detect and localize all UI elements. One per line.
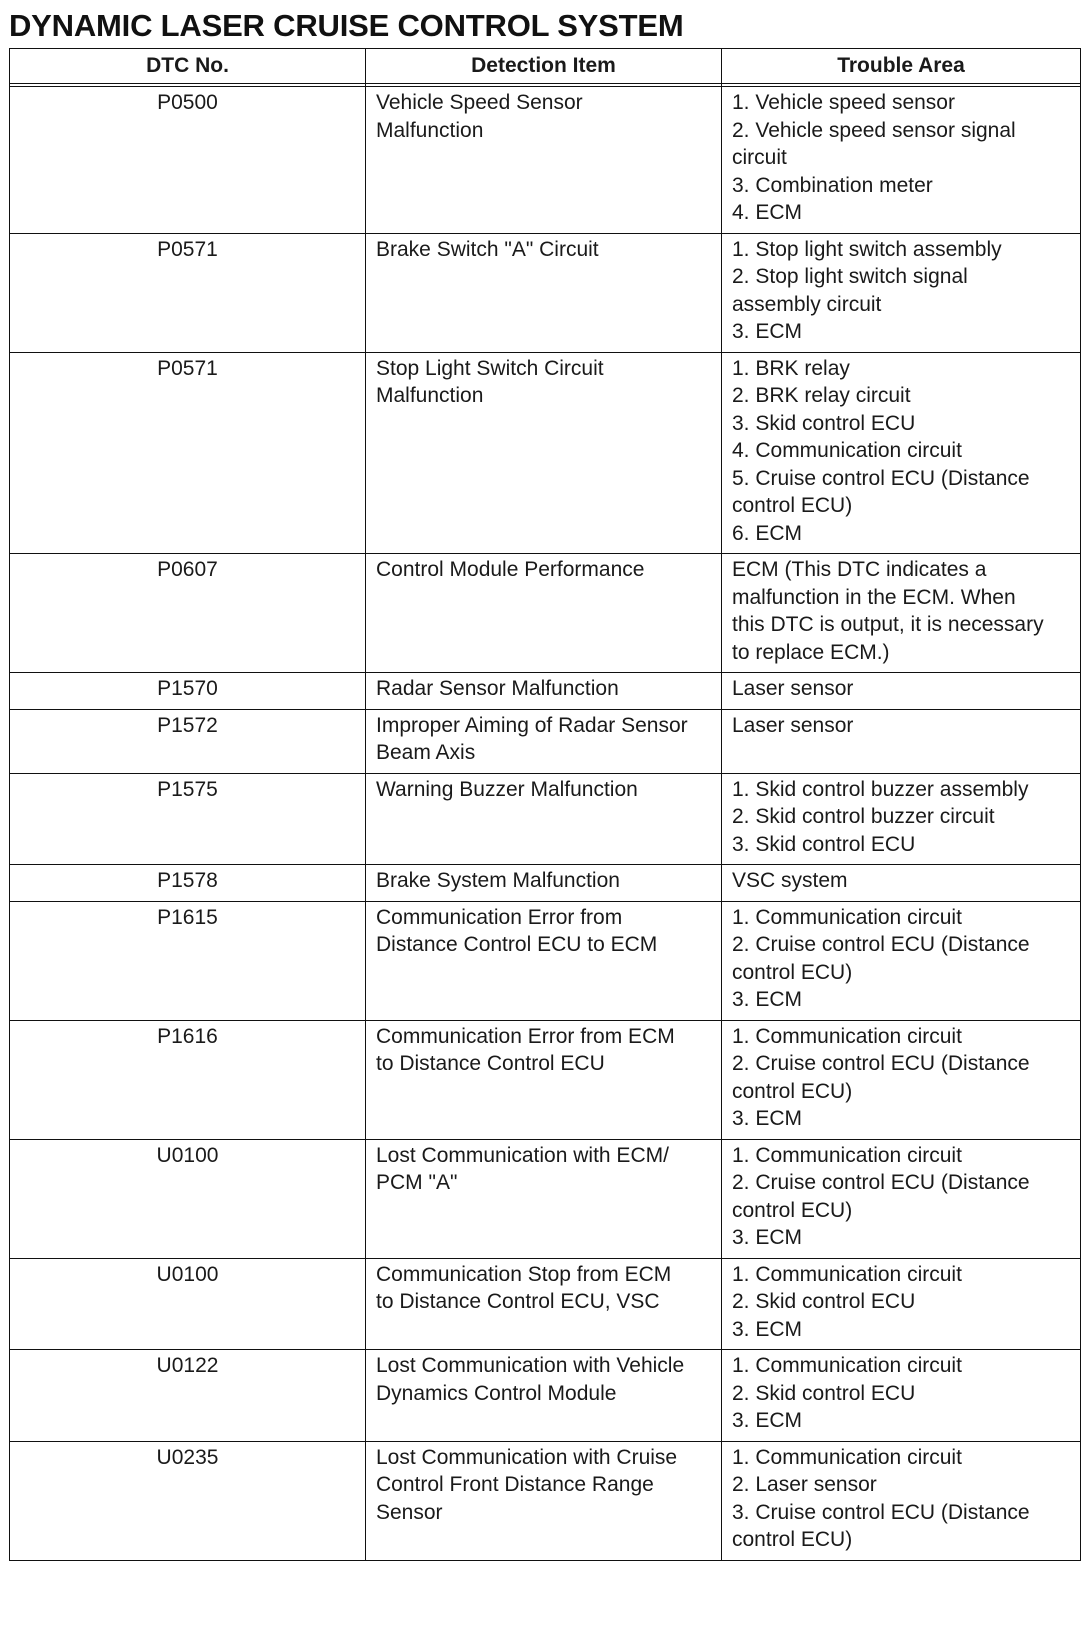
detection-item-line: Brake Switch "A" Circuit [376,237,599,261]
detection-item [366,233,722,352]
detection-item [366,554,722,673]
dtc-code: P0571 [10,233,366,352]
trouble-area-line: control ECU) [732,960,853,984]
detection-item-line: Dynamics Control Module [376,1381,617,1405]
trouble-area-line: 2. Cruise control ECU (Distance [732,933,1030,956]
dtc-code: U0100 [10,1258,366,1350]
table-row [10,352,1081,554]
dtc-code: P1578 [10,865,366,902]
dtc-code: P1616 [10,1020,366,1139]
dtc-code: U0235 [10,1441,366,1560]
trouble-area-line: Laser sensor [732,713,854,737]
dtc-code: P1570 [10,673,366,710]
trouble-area-line: VSC system [732,869,848,892]
trouble-area-line: 4. ECM [732,201,803,224]
trouble-area-line: 3. ECM [732,1226,803,1249]
detection-item [366,865,722,902]
trouble-area-line: 1. Communication circuit [732,1262,962,1286]
trouble-area-line: 1. Communication circuit [732,1354,962,1377]
trouble-area-line: Laser sensor [732,677,854,700]
trouble-area [722,865,1081,902]
dtc-code: U0100 [10,1139,366,1258]
trouble-area-line: this DTC is output, it is necessary [732,613,1044,636]
trouble-area-line: 1. Stop light switch assembly [732,237,1002,261]
trouble-area-line: 3. ECM [732,1409,803,1432]
trouble-area [722,901,1081,1020]
detection-item-line: Radar Sensor Malfunction [376,677,619,700]
table-row [10,1258,1081,1350]
trouble-area [722,1258,1081,1350]
detection-item [366,1020,722,1139]
trouble-area-line: control ECU) [732,1528,853,1551]
table-row [10,233,1081,352]
detection-item [366,709,722,773]
trouble-area-line: assembly circuit [732,292,882,316]
detection-item [366,673,722,710]
detection-item [366,1139,722,1258]
dtc-code: P1575 [10,773,366,865]
detection-item-line: Malfunction [376,118,484,142]
table-row [10,1020,1081,1139]
trouble-area-line: to replace ECM.) [732,640,890,664]
trouble-area-line: ECM (This DTC indicates a [732,558,987,581]
trouble-area [722,233,1081,352]
trouble-area-line: 1. Communication circuit [732,1445,962,1469]
detection-item-line: Control Module Performance [376,558,645,581]
detection-item-line: Lost Communication with Vehicle [376,1354,685,1377]
detection-item [366,773,722,865]
trouble-area-line: control ECU) [732,1079,853,1103]
trouble-area-line: 2. Skid control ECU [732,1381,916,1405]
trouble-area-line: circuit [732,146,787,169]
detection-item-line: Communication Stop from ECM [376,1262,672,1286]
trouble-area-line: 4. Communication circuit [732,439,962,462]
dtc-code: P1572 [10,709,366,773]
dtc-code: P0607 [10,554,366,673]
detection-item-line: to Distance Control ECU, VSC [376,1290,660,1313]
trouble-area-line: 2. Cruise control ECU (Distance [732,1052,1030,1075]
trouble-area-line: 2. Skid control buzzer circuit [732,805,995,828]
detection-item [366,1441,722,1560]
detection-item-line: Control Front Distance Range [376,1473,654,1496]
page-title: DYNAMIC LASER CRUISE CONTROL SYSTEM [9,8,684,43]
table-body [10,87,1081,1561]
trouble-area [722,709,1081,773]
dtc-code: P1615 [10,901,366,1020]
table-row [10,901,1081,1020]
detection-item-line: Lost Communication with ECM/ [376,1143,669,1167]
trouble-area-line: 2. Skid control ECU [732,1290,916,1313]
trouble-area-line: 1. Communication circuit [732,1024,962,1048]
detection-item-line: Vehicle Speed Sensor [376,91,583,114]
trouble-area-line: 3. ECM [732,320,803,343]
trouble-area [722,1020,1081,1139]
detection-item [366,87,722,234]
trouble-area-line: 1. BRK relay [732,356,850,380]
header-detection-item: Detection Item [366,49,722,84]
trouble-area [722,87,1081,234]
trouble-area-line: 1. Communication circuit [732,905,962,929]
trouble-area-line: 1. Communication circuit [732,1143,962,1167]
detection-item-line: Distance Control ECU to ECM [376,933,658,956]
dtc-code: U0122 [10,1350,366,1442]
detection-item-line: Lost Communication with Cruise [376,1445,678,1469]
trouble-area-line: control ECU) [732,494,853,517]
trouble-area [722,352,1081,554]
detection-item-line: Warning Buzzer Malfunction [376,777,638,801]
trouble-area-line: 3. ECM [732,988,803,1011]
trouble-area-line: 2. Stop light switch signal [732,265,968,288]
detection-item-line: Improper Aiming of Radar Sensor [376,713,688,737]
trouble-area-line: 3. ECM [732,1317,803,1341]
table-row [10,1139,1081,1258]
trouble-area-line: malfunction in the ECM. When [732,585,1016,609]
trouble-area [722,673,1081,710]
trouble-area [722,773,1081,865]
trouble-area-line: 2. BRK relay circuit [732,384,911,407]
trouble-area-line: 3. ECM [732,1107,803,1130]
trouble-area [722,1441,1081,1560]
trouble-area-line: control ECU) [732,1198,853,1222]
detection-item-line: Communication Error from ECM [376,1024,675,1048]
detection-item [366,901,722,1020]
trouble-area-line: 1. Skid control buzzer assembly [732,777,1029,801]
detection-item-line: to Distance Control ECU [376,1052,605,1075]
trouble-area-line: 3. Skid control ECU [732,411,916,435]
detection-item [366,1350,722,1442]
trouble-area-line: 3. Combination meter [732,173,933,197]
table-row [10,673,1081,710]
table-row [10,865,1081,902]
trouble-area [722,554,1081,673]
dtc-code: P0571 [10,352,366,554]
header-dtc-no: DTC No. [10,49,366,84]
trouble-area-line: 1. Vehicle speed sensor [732,91,955,114]
trouble-area-line: 6. ECM [732,521,803,545]
table-row [10,1350,1081,1442]
detection-item-line: Malfunction [376,384,484,407]
dtc-table [9,48,1081,1561]
detection-item-line: Stop Light Switch Circuit [376,356,604,380]
trouble-area-line: 3. Skid control ECU [732,832,916,856]
dtc-code: P0500 [10,87,366,234]
trouble-area [722,1139,1081,1258]
table-header [10,49,1081,87]
detection-item [366,1258,722,1350]
header-trouble-area: Trouble Area [722,49,1081,84]
table-row [10,709,1081,773]
trouble-area-line: 2. Laser sensor [732,1473,877,1496]
trouble-area-line: 3. Cruise control ECU (Distance [732,1500,1030,1524]
table-row [10,773,1081,865]
detection-item-line: Sensor [376,1500,443,1524]
detection-item-line: Communication Error from [376,905,623,929]
detection-item-line: PCM "A" [376,1171,458,1194]
table-row [10,87,1081,234]
detection-item-line: Brake System Malfunction [376,869,620,892]
trouble-area [722,1350,1081,1442]
trouble-area-line: 2. Vehicle speed sensor signal [732,118,1016,142]
table-row [10,554,1081,673]
table-row [10,1441,1081,1560]
trouble-area-line: 2. Cruise control ECU (Distance [732,1171,1030,1194]
trouble-area-line: 5. Cruise control ECU (Distance [732,466,1030,490]
detection-item-line: Beam Axis [376,741,476,764]
detection-item [366,352,722,554]
